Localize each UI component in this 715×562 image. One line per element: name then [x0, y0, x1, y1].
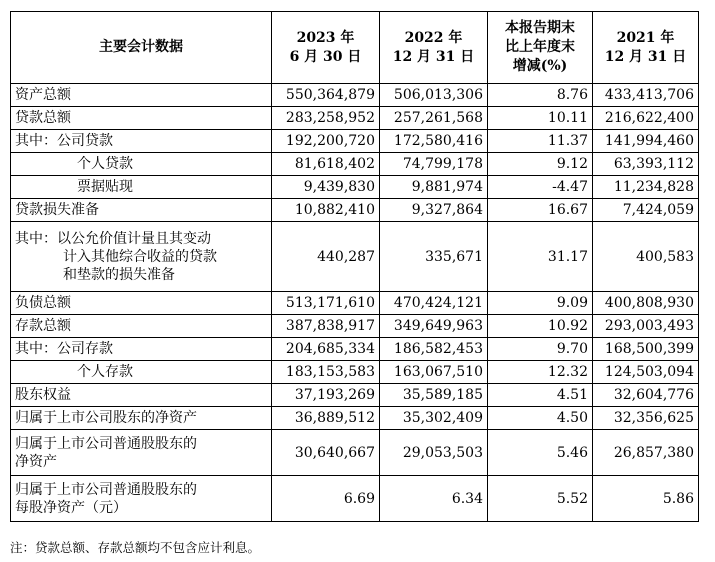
row-label-line: 每股净资产（元）	[15, 499, 127, 516]
header-change-l2: 比上年度末	[505, 39, 575, 55]
cell-2023: 30,640,667	[272, 430, 380, 476]
cell-2022: 35,589,185	[380, 384, 488, 407]
cell-2022: 163,067,510	[380, 361, 488, 384]
table-row	[11, 384, 699, 407]
cell-2021: 141,994,460	[593, 130, 699, 153]
cell-2021: 293,003,493	[593, 315, 699, 338]
cell-change: 12.32	[488, 361, 593, 384]
row-label: 个人存款	[11, 361, 272, 384]
cell-change: 9.09	[488, 292, 593, 315]
row-label-line: 净资产	[15, 453, 57, 470]
table-row	[11, 430, 699, 476]
cell-2022: 335,671	[380, 222, 488, 292]
row-label-line: 计入其他综合收益的贷款	[63, 248, 217, 265]
cell-2023: 513,171,610	[272, 292, 380, 315]
header-2022-year: 2022 年	[404, 29, 463, 46]
header-2021	[593, 12, 699, 84]
table-row	[11, 84, 699, 107]
table-row	[11, 361, 699, 384]
table-row	[11, 292, 699, 315]
table-footnote: 注：贷款总额、存款总额均不包含应计利息。	[10, 540, 261, 555]
header-2021-date: 12 月 31 日	[604, 48, 687, 65]
header-main-data: 主要会计数据	[11, 12, 272, 84]
cell-change: 9.12	[488, 153, 593, 176]
row-label-line: 和垫款的损失准备	[63, 266, 175, 283]
header-2022-date: 12 月 31 日	[392, 48, 475, 65]
cell-2023: 183,153,583	[272, 361, 380, 384]
table-row	[11, 199, 699, 222]
row-label	[11, 476, 272, 522]
cell-2022: 186,582,453	[380, 338, 488, 361]
row-label	[11, 430, 272, 476]
cell-change: 9.70	[488, 338, 593, 361]
row-label: 个人贷款	[11, 153, 272, 176]
cell-2022: 506,013,306	[380, 84, 488, 107]
header-2022	[380, 12, 488, 84]
cell-2021: 216,622,400	[593, 107, 699, 130]
cell-2021: 32,356,625	[593, 407, 699, 430]
cell-2022: 35,302,409	[380, 407, 488, 430]
cell-2023: 283,258,952	[272, 107, 380, 130]
cell-2023: 37,193,269	[272, 384, 380, 407]
cell-2023: 9,439,830	[272, 176, 380, 199]
header-2023-year: 2023 年	[296, 29, 355, 46]
header-change-l3: 增减(%)	[512, 58, 568, 74]
cell-change: 5.46	[488, 430, 593, 476]
row-label-line: 其中：以公允价值计量且其变动	[15, 230, 211, 247]
header-2023	[272, 12, 380, 84]
cell-2021: 5.86	[593, 476, 699, 522]
cell-2022: 29,053,503	[380, 430, 488, 476]
cell-2021: 400,583	[593, 222, 699, 292]
cell-2022: 257,261,568	[380, 107, 488, 130]
cell-2023: 387,838,917	[272, 315, 380, 338]
table-row	[11, 107, 699, 130]
cell-2021: 11,234,828	[593, 176, 699, 199]
cell-2023: 6.69	[272, 476, 380, 522]
row-label: 负债总额	[11, 292, 272, 315]
cell-2021: 63,393,112	[593, 153, 699, 176]
cell-2023: 10,882,410	[272, 199, 380, 222]
row-label: 存款总额	[11, 315, 272, 338]
cell-2023: 204,685,334	[272, 338, 380, 361]
row-label: 票据贴现	[11, 176, 272, 199]
header-change	[488, 12, 593, 84]
row-label-line: 归属于上市公司普通股股东的	[15, 435, 197, 452]
cell-2021: 433,413,706	[593, 84, 699, 107]
cell-change: 10.92	[488, 315, 593, 338]
table-row	[11, 222, 699, 292]
cell-change: 11.37	[488, 130, 593, 153]
accounting-data-table	[10, 11, 699, 522]
row-label: 贷款总额	[11, 107, 272, 130]
cell-2021: 124,503,094	[593, 361, 699, 384]
table-row	[11, 153, 699, 176]
table-row	[11, 130, 699, 153]
row-label: 归属于上市公司股东的净资产	[11, 407, 272, 430]
row-label: 贷款损失准备	[11, 199, 272, 222]
cell-2022: 470,424,121	[380, 292, 488, 315]
cell-2022: 74,799,178	[380, 153, 488, 176]
cell-2022: 9,327,864	[380, 199, 488, 222]
cell-change: 4.50	[488, 407, 593, 430]
cell-change: 4.51	[488, 384, 593, 407]
row-label: 其中：公司存款	[11, 338, 272, 361]
row-label: 其中：公司贷款	[11, 130, 272, 153]
table-row	[11, 176, 699, 199]
table-header-row	[11, 12, 699, 84]
cell-2021: 26,857,380	[593, 430, 699, 476]
cell-2022: 172,580,416	[380, 130, 488, 153]
cell-2022: 9,881,974	[380, 176, 488, 199]
table-row	[11, 407, 699, 430]
cell-2021: 32,604,776	[593, 384, 699, 407]
table-row	[11, 315, 699, 338]
cell-2023: 192,200,720	[272, 130, 380, 153]
row-label: 资产总额	[11, 84, 272, 107]
table-row	[11, 338, 699, 361]
cell-change: 16.67	[488, 199, 593, 222]
cell-2023: 440,287	[272, 222, 380, 292]
table-row	[11, 476, 699, 522]
cell-change: 31.17	[488, 222, 593, 292]
row-label	[11, 222, 272, 292]
cell-2023: 81,618,402	[272, 153, 380, 176]
cell-change: 5.52	[488, 476, 593, 522]
cell-2023: 36,889,512	[272, 407, 380, 430]
cell-change: -4.47	[488, 176, 593, 199]
cell-change: 8.76	[488, 84, 593, 107]
cell-2021: 168,500,399	[593, 338, 699, 361]
cell-2023: 550,364,879	[272, 84, 380, 107]
cell-2021: 400,808,930	[593, 292, 699, 315]
header-2021-year: 2021 年	[616, 29, 675, 46]
header-2023-date: 6 月 30 日	[289, 48, 362, 65]
row-label: 股东权益	[11, 384, 272, 407]
row-label-line: 归属于上市公司普通股股东的	[15, 481, 197, 498]
header-change-l1: 本报告期末	[505, 20, 575, 36]
cell-change: 10.11	[488, 107, 593, 130]
cell-2022: 349,649,963	[380, 315, 488, 338]
cell-2022: 6.34	[380, 476, 488, 522]
cell-2021: 7,424,059	[593, 199, 699, 222]
